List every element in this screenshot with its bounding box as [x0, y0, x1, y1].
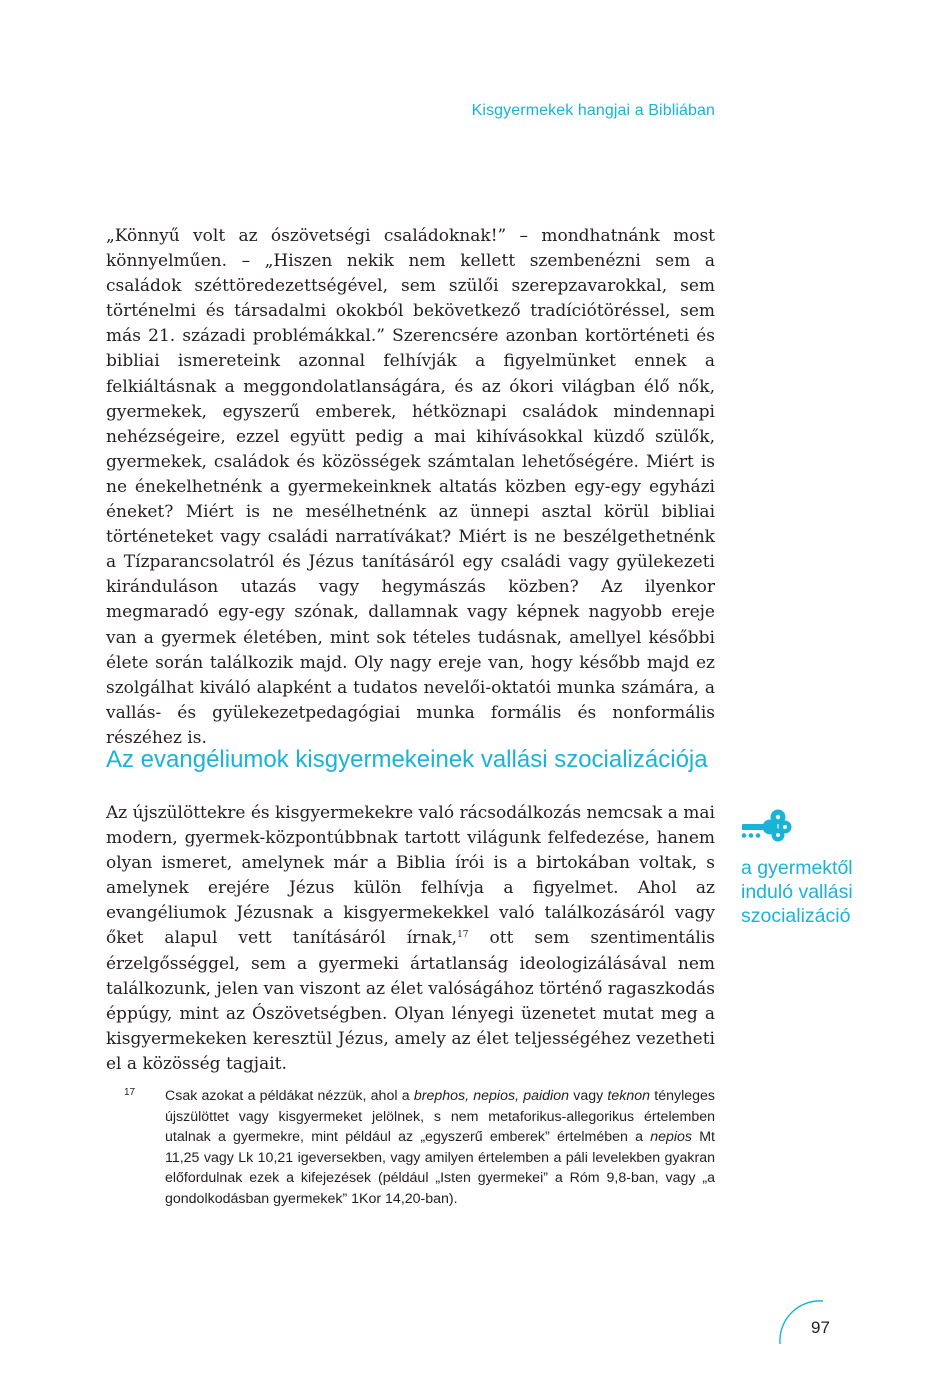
- key-icon: [740, 804, 792, 844]
- body-paragraph-2: [106, 801, 715, 1077]
- footnote-number: 17: [124, 1087, 136, 1098]
- body-paragraph-1: „Könnyű volt az ószövetségi családoknak!” – mondhatnánk most könnyelműen. – „Hiszen nekik nem kellett szembenézni sem a családok széttöredezettségével, sem szülői szerepzavarokkal, sem történelmi és társadalmi okokból bekövetkező tradíciótöréssel, sem más 21. századi problémákkal.” Szerencsére azonban kortörténeti és bibliai ismereteink azonnal felhívják a figyelmünket ennek a felkiáltásnak a meggondolatlanságára, és az ókori világban élő nők, gyermekek, egyszerű emberek, hétköznapi családok mindennapi nehézségeire, ezzel együtt pedig a mai kihívásokkal küzdő szülők, gyermekek, családok és közösségek számtalan lehetőségére. Miért is ne énekelhetnénk a gyermekeinknek altatás közben egy-egy egyházi éneket? Miért is ne mesélhetnénk az ünnepi asztal körül bibliai történeteket vagy családi narratívákat? Miért is ne beszélgethetnénk a Tízparancsolatról és Jézus tanításáról egy családi vagy gyülekezeti kiránduláson utazás vagy hegymászás közben? Az ilyenkor megmaradó egy-egy szónak, dallamnak vagy képnek nagyobb ereje van a gyermek életében, mint sok tételes tudásnak, amellyel későbbi élete során találkozik majd. Oly nagy ereje van, hogy később majd ez szolgálhat kiváló alapként a tudatos nevelői-oktatói munka számára, a vallás- és gyülekezetpedagógiai munka formális és nonformális részéhez is.: [106, 226, 715, 748]
- margin-note: a gyermektől induló vallási szocializáció: [741, 857, 853, 927]
- footnote-text: Csak azokat a példákat nézzük, ahol a brephos, nepios, paidion vagy teknon tényleges újszülöttet vagy kisgyermeket jelölnek, s nem metaforikus-allegorikus értelemben utalnak a gyermekre, mint például az „egyszerű emberek” értelmében a nepios Mt 11,25 vagy Lk 10,21 igeversekben, vagy amilyen értelemben a páli levelekben gyakran előfordulnak ezek a kifejezések (például „Isten gyermekei” a Róm 9,8-ban, vagy „a gondolkodásban gyermekek” 1Kor 14,20-ban).: [165, 1088, 715, 1207]
- page-number: 97: [811, 1318, 830, 1337]
- footnote-reference[interactable]: 17: [457, 930, 469, 941]
- running-title: Kisgyermekek hangjai a Bibliában: [471, 102, 715, 119]
- paragraph-2-text-b: ott sem szentimentális érzelgősséggel, sem a gyermeki ártatlanság ideologizálásával nem találkozunk, jelen van viszont az élet valóságához történő ragaszkodás éppúgy, mint az Ószövetségben. Olyan lényegi üzenetet mutat meg a kisgyermekeken keresztül Jézus, amely az élet teljességéhez vezetheti el a közösség tagjait.: [106, 928, 715, 1074]
- paragraph-2-text-a: Az újszülöttekre és kisgyermekekre való rácsodálkozás nemcsak a mai modern, gyermek-központúbbnak tartott világunk felfedezése, hanem olyan ismeret, amelynek már a Biblia írói is a birtokában voltak, s amelynek erejére Jézus külön felhívja a figyelmet. Ahol az evangéliumok Jézusnak a kisgyermekekkel való találkozásáról vagy őket alapul vett tanításáról írnak,: [106, 803, 715, 949]
- section-heading: Az evangéliumok kisgyermekeinek vallási szocializációja: [106, 746, 708, 773]
